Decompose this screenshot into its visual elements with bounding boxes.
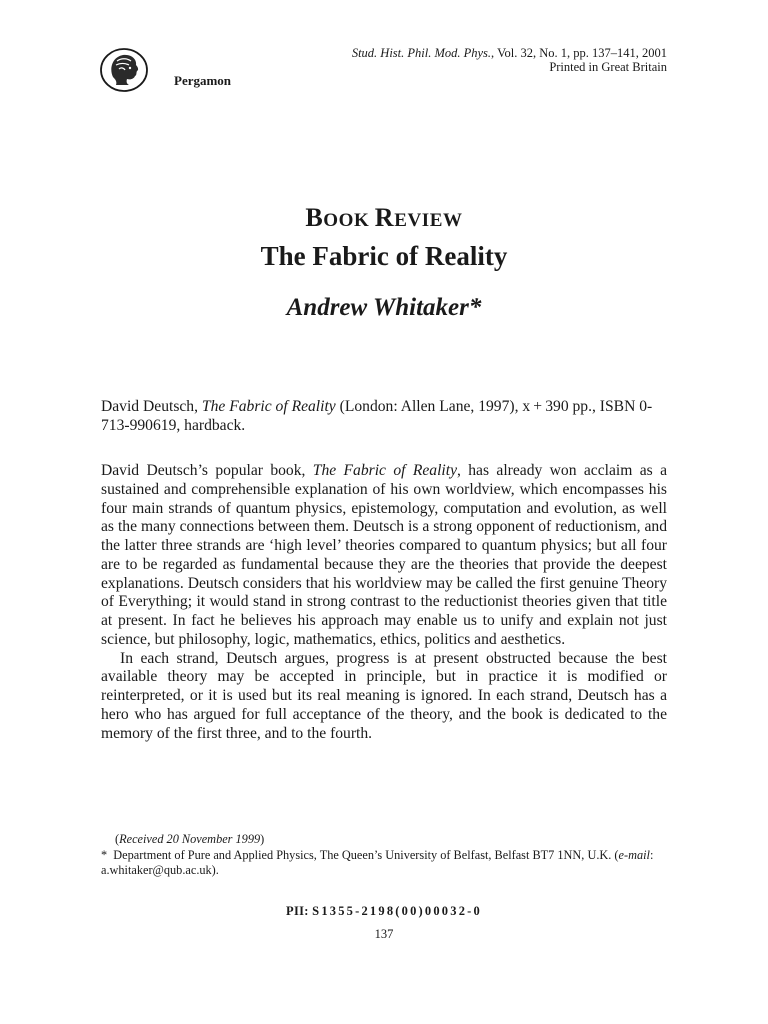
page-number: 137 (374, 927, 394, 941)
journal-citation (352, 47, 667, 74)
affiliation-text: * Department of Pure and Applied Physics, The Queen’s University of Belfast, Belfast BT7 1NN, U.K. ( (101, 847, 619, 862)
heading-cap-b: B (305, 203, 324, 232)
publisher-name: Pergamon (174, 73, 232, 88)
heading-smallcaps-eview: EVIEW (394, 210, 463, 231)
email-label: e-mail (618, 847, 650, 862)
received-text: Received 20 November 1999 (119, 832, 261, 846)
printed-location: Printed in Great Britain (549, 59, 667, 74)
book-title: The Fabric of Reality (260, 241, 508, 271)
journal-name: Stud. Hist. Phil. Mod. Phys. (351, 46, 492, 60)
citation-title: The Fabric of Reality (201, 398, 336, 415)
citation-author: David Deutsch, (101, 398, 202, 415)
pergamon-logo (99, 47, 149, 93)
paragraph-2: In each strand, Deutsch argues, progress is at present obstructed because the best available theory may be accepted in principle, but in practice it is modified or reinterpreted, or it is used but its real meaning is ignored. In each strand, Deutsch has a hero who has argued for full acceptance of the theory, and the book is dedicated to the memory of the first three, and to the fourth. (101, 649, 667, 742)
p1-start: David Deutsch’s popular book, (101, 462, 313, 479)
pii-label: PII: (286, 904, 313, 918)
pergamon-coin-head-icon (99, 47, 149, 93)
email-address[interactable]: : a.whitaker@qub.ac.uk). (101, 847, 654, 877)
pii-value: S1355-2198(00)00032-0 (312, 904, 482, 918)
journal-reference (352, 47, 667, 61)
paragraph-1 (101, 462, 667, 650)
review-body (101, 462, 667, 743)
section-heading (0, 203, 768, 233)
citation-details: (London: Allen Lane, 1997), x + 390 pp., ISBN 0-713-990619, hardback. (101, 398, 653, 434)
pii-identifier (0, 904, 768, 919)
footnotes (101, 832, 667, 879)
author-affiliation (101, 848, 667, 879)
heading-smallcaps-ook: OOK (323, 210, 375, 231)
book-citation (101, 397, 667, 435)
received-date: (Received 20 November 1999) (115, 832, 265, 846)
volume-info: , Vol. 32, No. 1, pp. 137–141, 2001 (491, 46, 667, 60)
p1-book-title: The Fabric of Reality (312, 462, 457, 479)
heading-cap-r: R (374, 203, 395, 232)
author-name: Andrew Whitaker* (286, 294, 482, 321)
p1-rest: , has already won acclaim as a sustained and comprehensible explanation of his own worldview, which encompasses his four main strands of quantum physics, epistemology, computation and evolution, as well as the many connections between them. Deutsch is a strong opponent of reductionism, and the latter three strands are ‘high level’ theories compared to quantum physics; but all four are to be regarded as fundamental because they are the theories that provide the deepest explanations. Deutsch considers that his worldview may be called the first genuine Theory of Everything; it would stand in strong contrast to the reductionist theories given that title at present. In fact he believes his approach may enable us to unify and explain not just science, but philosophy, logic, mathematics, ethics, politics and aesthetics. (101, 462, 667, 648)
